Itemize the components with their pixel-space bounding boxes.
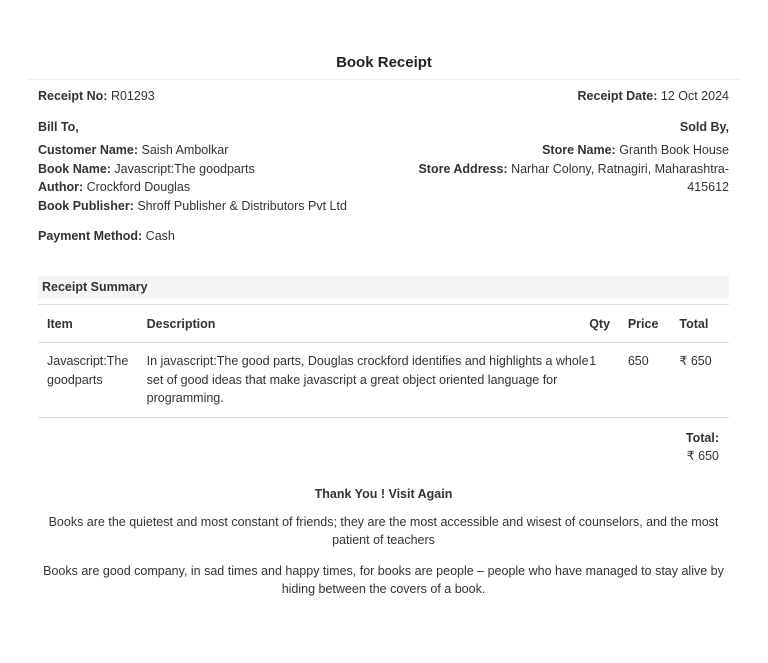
receipt-card xyxy=(28,44,740,599)
cell-item: Javascript:The goodparts xyxy=(47,354,129,387)
author-value: Crockford Douglas xyxy=(86,180,191,194)
payment-method xyxy=(38,229,729,243)
payment-method-value: Cash xyxy=(145,229,175,243)
book-publisher-label: Book Publisher: xyxy=(38,198,134,213)
receipt-summary-table xyxy=(38,304,729,418)
receipt-number xyxy=(38,90,155,102)
store-address xyxy=(409,160,729,197)
bill-to-section xyxy=(38,120,347,215)
thank-you-message: Thank You ! Visit Again xyxy=(314,486,453,501)
grand-total xyxy=(38,429,729,466)
receipt-date xyxy=(578,90,729,102)
column-header-description: Description xyxy=(146,316,216,331)
column-header-qty: Qty xyxy=(589,316,611,331)
book-name xyxy=(38,160,347,179)
cell-description: In javascript:The good parts, Douglas crockford identifies and highlights a whole set of good ideas that make javascript a great object oriented language for programming. xyxy=(146,354,589,405)
column-header-item: Item xyxy=(47,316,73,331)
store-name-label: Store Name: xyxy=(542,143,616,157)
parties xyxy=(38,120,729,215)
cell-price: 650 xyxy=(627,354,649,368)
receipt-date-label: Receipt Date: xyxy=(577,89,658,103)
book-publisher-value: Shroff Publisher & Distributors Pvt Ltd xyxy=(137,198,347,213)
column-header-total: Total xyxy=(679,316,709,331)
store-name-value: Granth Book House xyxy=(619,143,729,157)
sold-by-section xyxy=(409,120,729,215)
receipt-number-value: R01293 xyxy=(110,89,155,103)
store-address-value: Narhar Colony, Ratnagiri, Maharashtra-415612 xyxy=(511,161,729,194)
customer-name-label: Customer Name: xyxy=(38,143,139,157)
cell-qty: 1 xyxy=(589,354,597,368)
book-name-value: Javascript:The goodparts xyxy=(114,161,255,176)
book-quote-2: Books are good company, in sad times and happy times, for books are people – people who have managed to stay alive by hiding between the covers of a book. xyxy=(43,563,724,596)
receipt-summary-heading: Receipt Summary xyxy=(38,276,729,299)
payment-method-label: Payment Method: xyxy=(38,229,143,243)
book-name-label: Book Name: xyxy=(38,161,111,176)
bill-to-heading: Bill To, xyxy=(38,120,79,134)
receipt-body xyxy=(28,90,740,599)
customer-name xyxy=(38,141,347,160)
receipt-date-value: 12 Oct 2024 xyxy=(660,89,729,103)
author-label: Author: xyxy=(38,180,84,194)
store-address-label: Store Address: xyxy=(418,161,508,176)
receipt-number-label: Receipt No: xyxy=(38,89,108,103)
column-header-price: Price xyxy=(627,316,659,331)
customer-name-value: Saish Ambolkar xyxy=(141,143,229,157)
author xyxy=(38,178,347,197)
grand-total-value: ₹ 650 xyxy=(686,449,719,463)
book-publisher xyxy=(38,197,347,216)
receipt-title: Book Receipt xyxy=(28,44,740,80)
store-name xyxy=(409,141,729,160)
sold-by-heading: Sold By, xyxy=(679,120,729,134)
grand-total-label: Total: xyxy=(685,430,719,445)
book-quote-1: Books are the quietest and most constant of friends; they are the most accessible and wisest of counselors, and the most patient of teachers xyxy=(48,514,719,547)
receipt-meta xyxy=(38,90,729,102)
cell-total: ₹ 650 xyxy=(679,354,712,368)
table-row xyxy=(38,343,729,418)
table-header-row xyxy=(38,305,729,343)
